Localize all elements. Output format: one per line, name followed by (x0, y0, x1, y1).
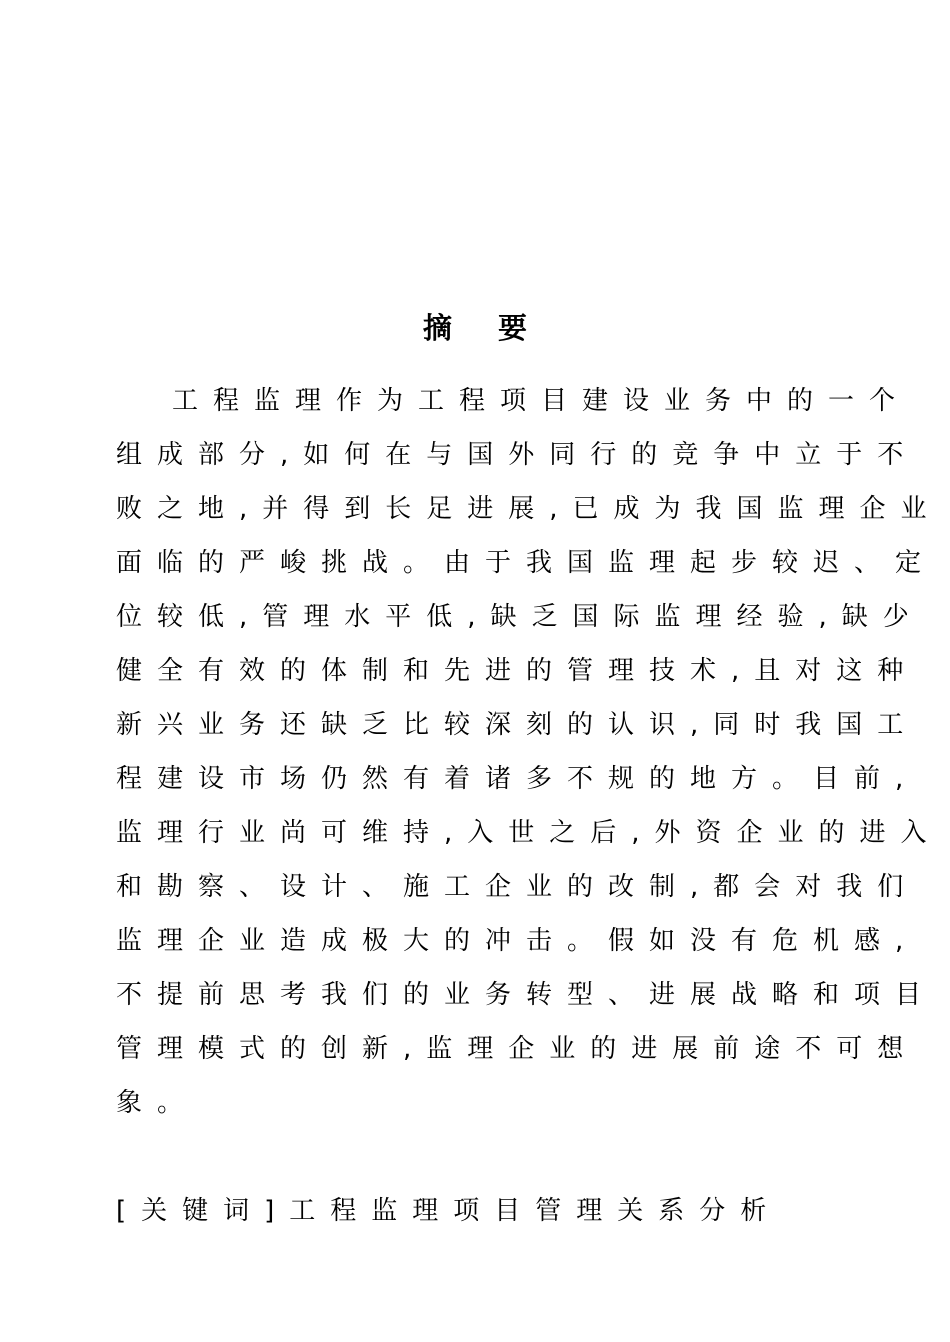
abstract-title (0, 306, 950, 350)
abstract-body (116, 378, 942, 1134)
abstract-line: 工程监理作为工程项目建设业务中的一个 (172, 386, 911, 416)
abstract-line: 程建设市场仍然有着诸多不规的地方。目前, (116, 764, 919, 794)
abstract-line: 组成部分,如何在与国外同行的竞争中立于不 (116, 440, 919, 470)
abstract-line: 败之地,并得到长足进展,已成为我国监理企业 (116, 494, 942, 524)
title-char: 摘 (422, 311, 452, 345)
abstract-line: 监理行业尚可维持,入世之后,外资企业的进入 (116, 818, 942, 848)
keywords-line: [关键词]工程监理项目管理关系分析 (116, 1196, 782, 1226)
abstract-line: 象。 (116, 1088, 199, 1118)
abstract-line: 位较低,管理水平低,缺乏国际监理经验,缺少 (116, 602, 924, 632)
abstract-line: 不提前思考我们的业务转型、进展战略和项目 (116, 980, 937, 1010)
abstract-line: 和勘察、设计、施工企业的改制,都会对我们 (116, 872, 919, 902)
abstract-line: 管理模式的创新,监理企业的进展前途不可想 (116, 1034, 919, 1064)
abstract-line: 面临的严峻挑战。由于我国监理起步较迟、定 (116, 548, 937, 578)
abstract-line: 监理企业造成极大的冲击。假如没有危机感, (116, 926, 919, 956)
title-char: 要 (498, 311, 528, 345)
abstract-line: 新兴业务还缺乏比较深刻的认识,同时我国工 (116, 710, 919, 740)
abstract-line: 健全有效的体制和先进的管理技术,且对这种 (116, 656, 919, 686)
